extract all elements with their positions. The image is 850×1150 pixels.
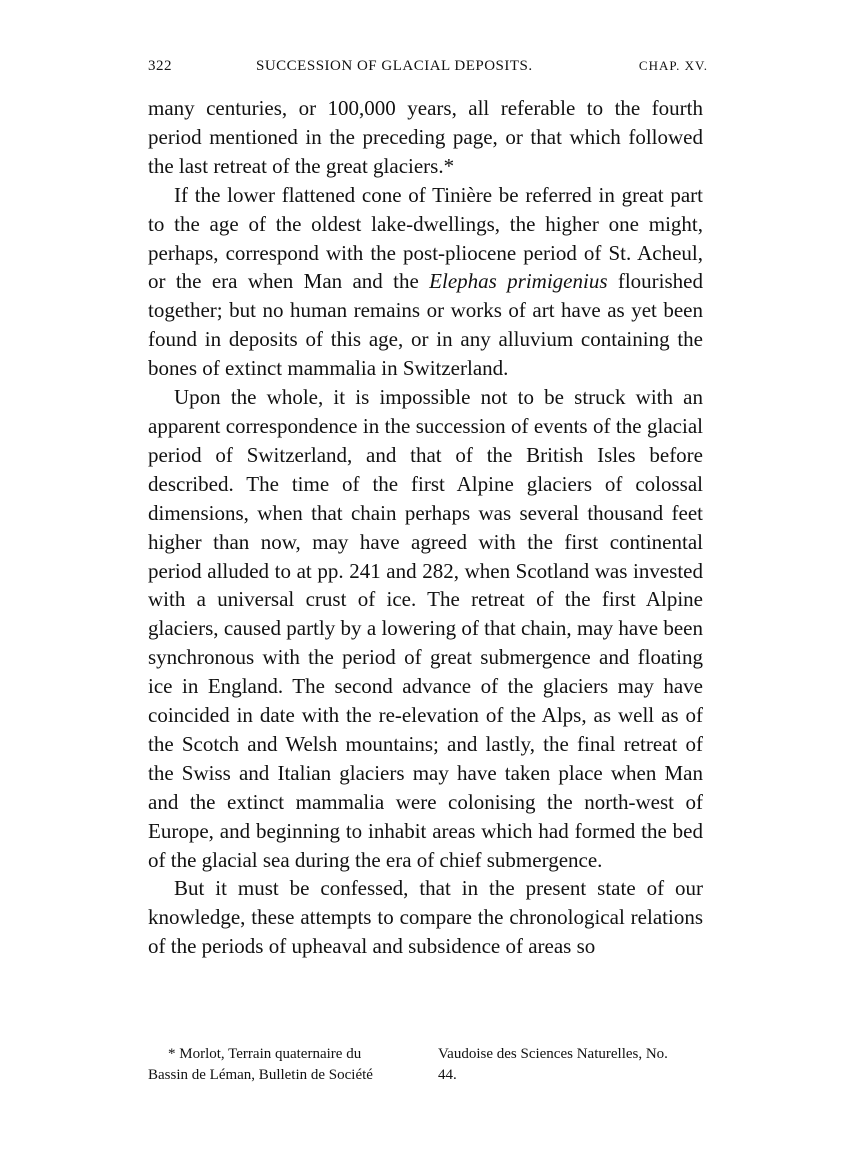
footnote-line: Bassin de Léman, Bulletin de Société (148, 1067, 373, 1083)
footnote-column-1 (148, 1044, 418, 1086)
footnote-line: 44. (438, 1067, 457, 1083)
running-title: SUCCESSION OF GLACIAL DEPOSITS. (256, 58, 533, 74)
paragraph-2-text-b: flourished together; but no human remains or works of art have as yet been found in deposits of this age, or in any alluvium containing the bones of extinct mammalia in Switzerland. (148, 269, 703, 381)
running-header (148, 58, 708, 84)
footnote-line: Vaudoise des Sciences Naturelles, No. (438, 1046, 668, 1062)
paragraph-4: But it must be confessed, that in the present state of our knowledge, these attempts to compare the chronological relations of the periods of upheaval and subsidence of areas so (148, 876, 703, 959)
page-number: 322 (148, 58, 172, 74)
body-text (148, 94, 703, 961)
footnote-line: * Morlot, Terrain quaternaire du (168, 1046, 362, 1062)
footnote-column-2 (438, 1044, 708, 1086)
paragraph-3: Upon the whole, it is impossible not to be struck with an apparent correspondence in the succession of events of the glacial period of Switzerland, and that of the British Isles before described. The time of the first Alpine glaciers of colossal dimensions, when that chain perhaps was several thousand feet higher than now, may have agreed with the first continental period alluded to at pp. 241 and 282, when Scotland was invested with a universal crust of ice. The retreat of the first Alpine glaciers, caused partly by a lowering of that chain, may have been synchronous with the period of great submergence and floating ice in England. The second advance of the glaciers may have coincided in date with the re-elevation of the Alps, as well as of the Scotch and Welsh mountains; and lastly, the final retreat of the Swiss and Italian glaciers may have taken place when Man and the extinct mammalia were colonising the north-west of Europe, and beginning to inhabit areas which had formed the bed of the glacial sea during the era of chief submergence. (148, 385, 703, 872)
paragraph-1: many centuries, or 100,000 years, all referable to the fourth period mentioned in the preceding page, or that which followed the last retreat of the great glaciers.* (148, 96, 703, 178)
paragraph-2 (148, 181, 703, 383)
chapter-label: CHAP. XV. (638, 58, 708, 73)
paragraph-2-text-a: If the lower flattened cone of Tinière be referred in great part to the age of the oldest lake-dwellings, the higher one might, perhaps, correspond with the post-pliocene period of St. Acheul, or the era when Man and the (148, 182, 703, 294)
species-name: Elephas primigenius (429, 269, 608, 294)
